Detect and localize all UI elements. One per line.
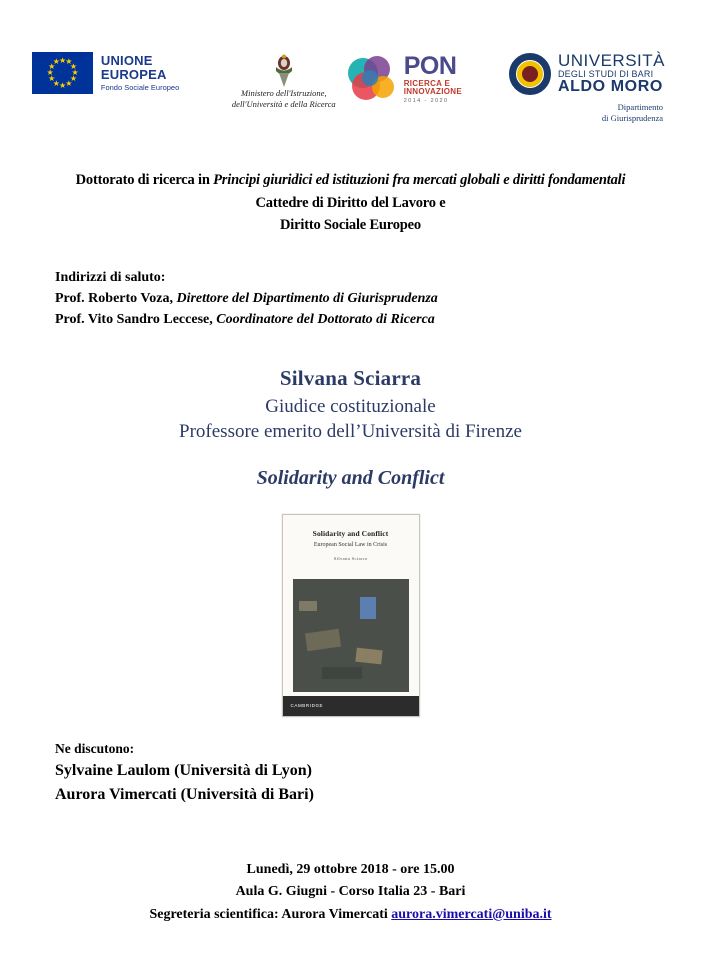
greetings-person-2-name: Prof. Vito Sandro Leccese, [55,311,217,327]
discussant-2: Aurora Vimercati (Università di Bari) [55,785,314,803]
pon-circles-icon [348,56,399,102]
uniba-logo-text [558,52,665,96]
uniba-department [602,102,663,123]
greetings-person-1 [55,288,673,309]
uniba-department-line-1: Dipartimento [617,102,663,113]
eu-logo [32,52,220,94]
program-title [28,169,673,236]
program-title-line-3: Diritto Sociale Europeo [280,217,421,234]
uniba-line-3: ALDO MORO [557,78,663,96]
eu-subtitle: Fondo Sociale Europeo [100,83,180,93]
talk-title: Solidarity and Conflict [256,466,445,489]
event-secretariat [0,904,701,926]
eu-star-icon: ★ [52,78,60,88]
uniba-department-line-2: di Giurisprudenza [601,112,663,123]
event-datetime: Lunedì, 29 ottobre 2018 - ore 15.00 [246,861,455,877]
uniba-seal-icon [509,53,551,95]
pon-subtitle-1: RICERCA E INNOVAZIONE [403,79,462,96]
eu-star-icon: ★ [65,78,73,88]
eu-star-icon: ★ [46,68,54,77]
ministero-line-2: dell'Università e della Ricerca [231,98,336,109]
greetings-section [28,267,673,330]
uniba-logo-row [509,52,665,96]
book-cover-title: Solidarity and Conflict [312,528,389,538]
pon-logo-text [404,54,509,105]
event-secretariat-label: Segreteria scientifica: Aurora Vimercati [149,906,392,922]
eu-star-icon: ★ [59,80,67,90]
eu-star-icon: ★ [52,57,60,67]
event-location: Aula G. Giugni - Corso Italia 23 - Bari [235,884,466,900]
secretariat-email-link[interactable]: aurora.vimercati@uniba.it [391,906,552,922]
program-title-line-2: Cattedre di Diritto del Lavoro e [255,194,446,211]
book-cover-wrap [28,514,673,717]
pon-subtitle-2: 2014 - 2020 [403,98,449,104]
book-cover-publisher-bar [283,696,419,716]
uniba-logo [509,52,665,123]
book-cover-artwork [293,579,409,692]
uniba-line-1: UNIVERSITÀ [557,51,665,70]
book-cover-author: Silvana Sciarra [333,555,368,561]
pon-title: PON [403,52,457,80]
greetings-person-2 [55,309,673,330]
discussants-heading: Ne discutono: [55,740,135,756]
eu-star-icon: ★ [69,61,77,71]
book-cover [282,514,420,717]
eu-flag-icon [32,52,93,94]
book-publisher: CAMBRIDGE [290,703,324,709]
greetings-person-1-name: Prof. Roberto Voza, [55,290,177,306]
eu-logo-text [101,54,220,93]
italy-emblem-icon [271,54,297,88]
greetings-heading: Indirizzi di saluto: [55,269,166,285]
eu-star-icon: ★ [71,68,79,77]
ministero-logo [220,52,348,109]
greetings-person-2-role: Coordinatore del Dottorato di Ricerca [216,311,435,327]
eu-star-icon: ★ [48,61,56,71]
speaker-role: Giudice costituzionale [265,395,436,417]
speaker-affiliation: Professore emerito dell’Università di Firenze [179,420,522,442]
logo-bar [28,0,673,123]
speaker-name: Silvana Sciarra [279,365,422,390]
eu-star-icon: ★ [65,57,73,67]
greetings-person-1-role: Direttore del Dipartimento di Giurisprudenza [176,290,438,306]
speaker-section [28,366,673,443]
discussants-section [28,739,673,807]
eu-star-icon: ★ [69,74,77,84]
book-cover-subtitle: European Social Law in Crisis [313,541,388,548]
program-title-line-1 [28,169,673,191]
program-title-prefix: Dottorato di ricerca in [75,172,214,189]
discussant-1: Sylvaine Laulom (Università di Lyon) [55,761,312,779]
uniba-line-2: DEGLI STUDI DI BARI [557,68,654,79]
program-title-italic: Principi giuridici ed istituzioni fra mercati globali e diritti fondamentali [213,172,626,189]
eu-star-icon: ★ [59,55,67,65]
ministero-line-1: Ministero dell'Istruzione, [241,88,327,98]
pon-logo [348,52,509,105]
eu-title: UNIONE EUROPEA [100,52,167,82]
eu-star-icon: ★ [48,74,56,84]
event-footer [0,859,701,926]
